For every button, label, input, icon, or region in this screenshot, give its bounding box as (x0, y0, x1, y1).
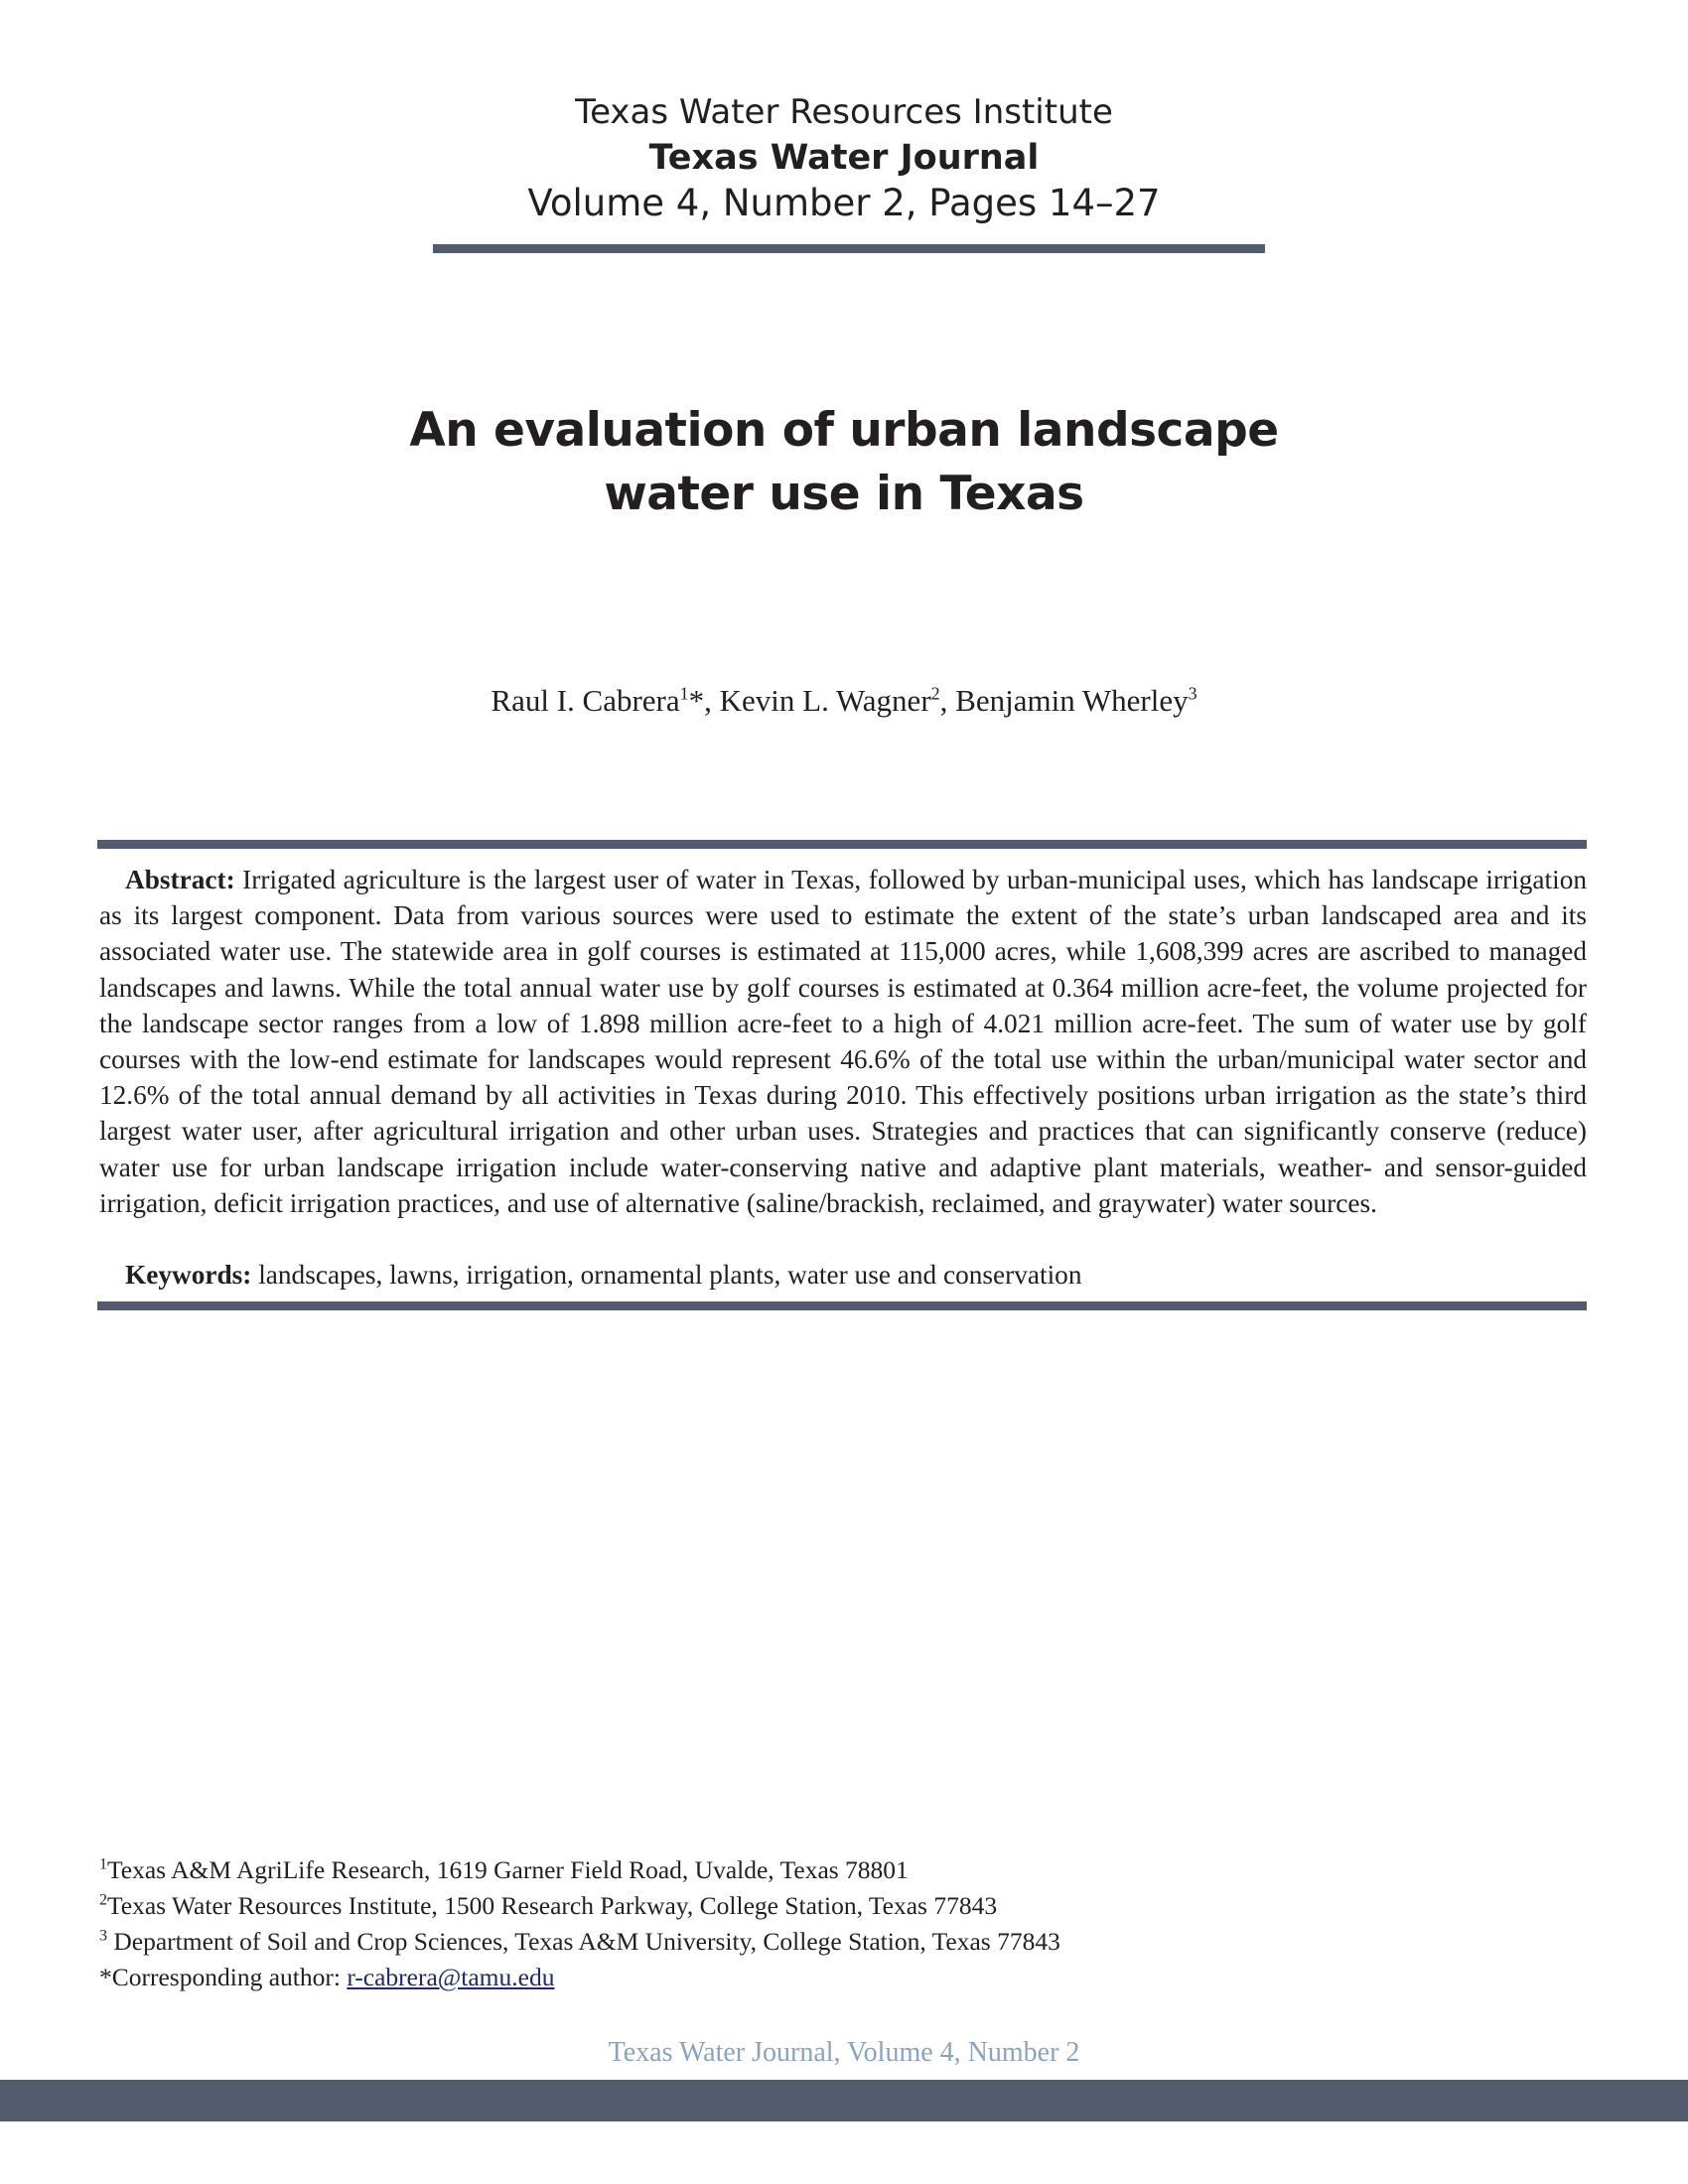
affiliation-text: Texas A&M AgriLife Research, 1619 Garner Field Road, Uvalde, Texas 78801 (107, 1855, 909, 1884)
abstract-label: Abstract (125, 865, 226, 894)
affiliation-number: 1 (99, 1855, 107, 1873)
corresponding-mark: * (688, 683, 705, 718)
author-name: Benjamin Wherley (955, 683, 1189, 718)
abstract: Abstract: Irrigated agriculture is the largest user of water in Texas, followed by urban-municipal uses, which has landscape irrigation as its largest component. Data from various sources were used to estimate the extent of the state’s urban landscaped area and its associated water use. The statewide area in golf courses is estimated at 115,000 acres, while 1,608,399 acres are ascribed to managed landscapes and lawns. While the total annual water use by golf courses is estimated at 0.364 million acre-feet, the volume projected for the landscape sector ranges from a low of 1.898 million acre-feet to a high of 4.021 million acre-feet. The sum of water use by golf courses with the low-end estimate for landscapes would represent 46.6% of the total use within the urban/municipal water sector and 12.6% of the total annual demand by all activities in Texas during 2010. This effectively positions urban irrigation as the state’s third largest water user, after agricultural irrigation and other urban uses. Strategies and practices that can significantly conserve (reduce) water use for urban landscape irrigation include water-conserving native and adaptive plant materials, weather- and sensor-guided irrigation, deficit irrigation practices, and use of alternative (saline/brackish, reclaimed, and graywater) water sources. (99, 865, 1588, 1218)
affiliations (99, 1852, 1390, 1995)
footer-bar (0, 2080, 1688, 2121)
affiliation-text: Texas Water Resources Institute, 1500 Research Parkway, College Station, Texas 77843 (107, 1891, 998, 1920)
institute-name: Texas Water Resources Institute (575, 92, 1113, 132)
corresponding-author (99, 1960, 1390, 1995)
journal-header (0, 89, 1688, 226)
keywords-text: landscapes, lawns, irrigation, ornamental plants, water use and conservation (258, 1260, 1082, 1290)
abstract-top-divider (97, 840, 1587, 849)
affiliation-text: Department of Soil and Crop Sciences, Texas A&M University, College Station, Texas 77843 (113, 1927, 1060, 1956)
affiliation-number: 3 (99, 1927, 107, 1945)
footer-citation: Texas Water Journal, Volume 4, Number 2 (608, 2037, 1080, 2068)
affiliation-item (99, 1888, 1390, 1924)
paper-title (0, 399, 1688, 526)
abstract-bottom-divider (97, 1301, 1587, 1310)
corresponding-email-link[interactable]: r-cabrera@tamu.edu (347, 1963, 555, 1991)
journal-name: Texas Water Journal (648, 138, 1040, 178)
author-affiliation-mark: 2 (930, 683, 940, 704)
title-line-2: water use in Texas (604, 467, 1084, 521)
author-list: Raul I. Cabrera$^1$*, Kevin L. Wagner$^2$, Benjamin Wherley$^3$ (491, 683, 1197, 718)
keywords-label: Keywords: (125, 1260, 252, 1290)
corresponding-label: *Corresponding author: (99, 1963, 341, 1991)
affiliation-item (99, 1924, 1390, 1960)
abstract-text: Irrigated agriculture is the largest user of water in Texas, followed by urban-municipal uses, which has landscape irrigation as its largest component. Data from various sources were used to estimate the extent of the state’s urban landscaped area and its associated water use. The statewide area in golf courses is estimated at 115,000 acres, while 1,608,399 acres are ascribed to managed landscapes and lawns. While the total annual water use by golf courses is estimated at 0.364 million acre-feet, the volume projected for the landscape sector ranges from a low of 1.898 million acre-feet to a high of 4.021 million acre-feet. The sum of water use by golf courses with the low-end estimate for landscapes would represent 46.6% of the total use within the urban/municipal water sector and 12.6% of the total annual demand by all activities in Texas during 2010. This effectively positions urban irrigation as the state’s third largest water user, after agricultural irrigation and other urban uses. Strategies and practices that can significantly conserve (reduce) water use for urban landscape irrigation include water-conserving native and adaptive plant materials, weather- and sensor-guided irrigation, deficit irrigation practices, and use of alternative (saline/brackish, reclaimed, and graywater) water sources. (99, 865, 1588, 1218)
title-line-1: An evaluation of urban landscape (409, 403, 1279, 458)
author-affiliation-mark: 1 (679, 683, 689, 704)
header-divider (433, 244, 1265, 253)
affiliation-number: 2 (99, 1891, 107, 1909)
volume-info: Volume 4, Number 2, Pages 14–27 (527, 182, 1161, 224)
affiliation-item (99, 1852, 1390, 1888)
keywords (125, 1257, 1587, 1293)
author-affiliation-mark: 3 (1188, 683, 1197, 704)
author-name: Kevin L. Wagner (719, 683, 931, 718)
author-name: Raul I. Cabrera (491, 683, 680, 718)
